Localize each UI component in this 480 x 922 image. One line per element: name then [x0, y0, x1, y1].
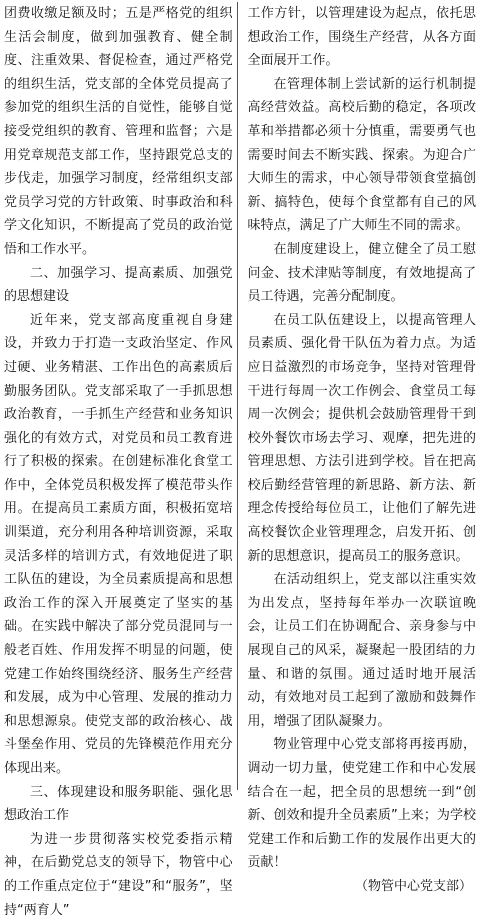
- paragraph: 在员工队伍建设上，以提高管理人员素质、强化骨干队伍为着力点。为适应日益激烈的市场竞争，坚持对管理骨干进行每周一次工作例会、食堂员工每周一次例会；提供机会鼓励管理骨干到校外餐饮市场去学习、观摩，把先进的管理思想、方法引进到学校。旨在把高校后勤经营管理的新思路、新方法、新理念传授给每位员工，让他们了解先进高校餐饮企业管理理念，启发开拓、创新的思想意识，提高员工的服务意识。: [247, 312, 477, 564]
- left-column: [4, 2, 233, 918]
- paragraph: 在活动组织上，党支部以注重实效为出发点，坚持每年举办一次联谊晚会，让员工们在协调配合、亲身参与中展现自己的风采，凝聚起一股团结的力量、和谐的氛围。通过适时地开展活动，有效地对员工起到了激励和鼓舞作用，增强了团队凝聚力。: [247, 572, 477, 729]
- signature: （物管中心党支部）: [355, 878, 473, 894]
- section-heading: 二、加强学习、提高素质、加强党的思想建设: [4, 265, 233, 305]
- paragraph: 工作方针，以管理建设为起点，依托思想政治工作，围绕生产经营，从各方面全面展开工作。: [247, 6, 477, 69]
- right-column: [247, 2, 477, 894]
- paragraph: 团费收缴足额及时；五是严格党的组织生活会制度，做到加强教育、健全制度、注重效果、督促检查，通过严格党的组织生活，党支部的全体党员提高了参加党的组织生活的自觉性，能够自觉接受党组织的教育、管理和监督；六是用党章规范支部工作，坚持跟党总支的步伐走，加强学习制度，经常组织支部党员学习党的方针政策、时事政治和科学文化知识，不断提高了党员的政治觉悟和工作水平。: [4, 6, 233, 257]
- paragraph: 在管理体制上尝试新的运行机制提高经营效益。高校后勤的稳定，各项改革和举措都必须十分慎重，需要勇气也需要时间去不断实践、探索。为迎合广大师生的需求，中心领导带领食堂搞创新、搞特色，使每个食堂都有自己的风味特点，满足了广大师生不同的需求。: [247, 76, 477, 234]
- paragraph: 物业管理中心党支部将再接再励，调动一切力量，使党建工作和中心发展结合在一起，把全员的思想统一到“创新、创效和提升全员素质”上来；为学校党建工作和后勤工作的发展作出更大的贡献！: [247, 737, 477, 871]
- paragraph: 近年来，党支部高度重视自身建设，并致力于打造一支政治坚定、作风过硬、业务精湛、工作出色的高素质后勤服务团队。党支部采取了一手抓思想政治教育，一手抓生产经营和业务知识强化的有效方式，对党员和员工教育进行了积极的探索。在创建标准化食堂工作中，全体党员积极发挥了模范带头作用。在提高员工素质方面，积极拓宽培训渠道，充分利用各种培训资源，采取灵活多样的培训方式，有效地促进了职工队伍的建设，为全员素质提高和思想政治工作的深入开展奠定了坚实的基础。在实践中解决了部分党员混同与一般老百姓、作用发挥不明显的问题，使党建工作始终围绕经济、服务生产经营和发展，成为中心管理、发展的推动力和思想源泉。使党支部的政治核心、战斗堡垒作用、党员的先锋模范作用充分体现出来。: [4, 312, 233, 776]
- section-heading: 三、体现建设和服务职能、强化思想政治工作: [4, 784, 233, 824]
- paragraph: 在制度建设上，健立健全了员工慰问金、技术津贴等制度，有效地提高了员工待遇，完善分配制度。: [247, 241, 477, 305]
- paragraph: 为进一步贯彻落实校党委指示精神，在后勤党总支的领导下，物管中心的工作重点定位于“建设”和“服务”，坚持“两育人”: [4, 831, 233, 918]
- column-divider: [237, 2, 248, 790]
